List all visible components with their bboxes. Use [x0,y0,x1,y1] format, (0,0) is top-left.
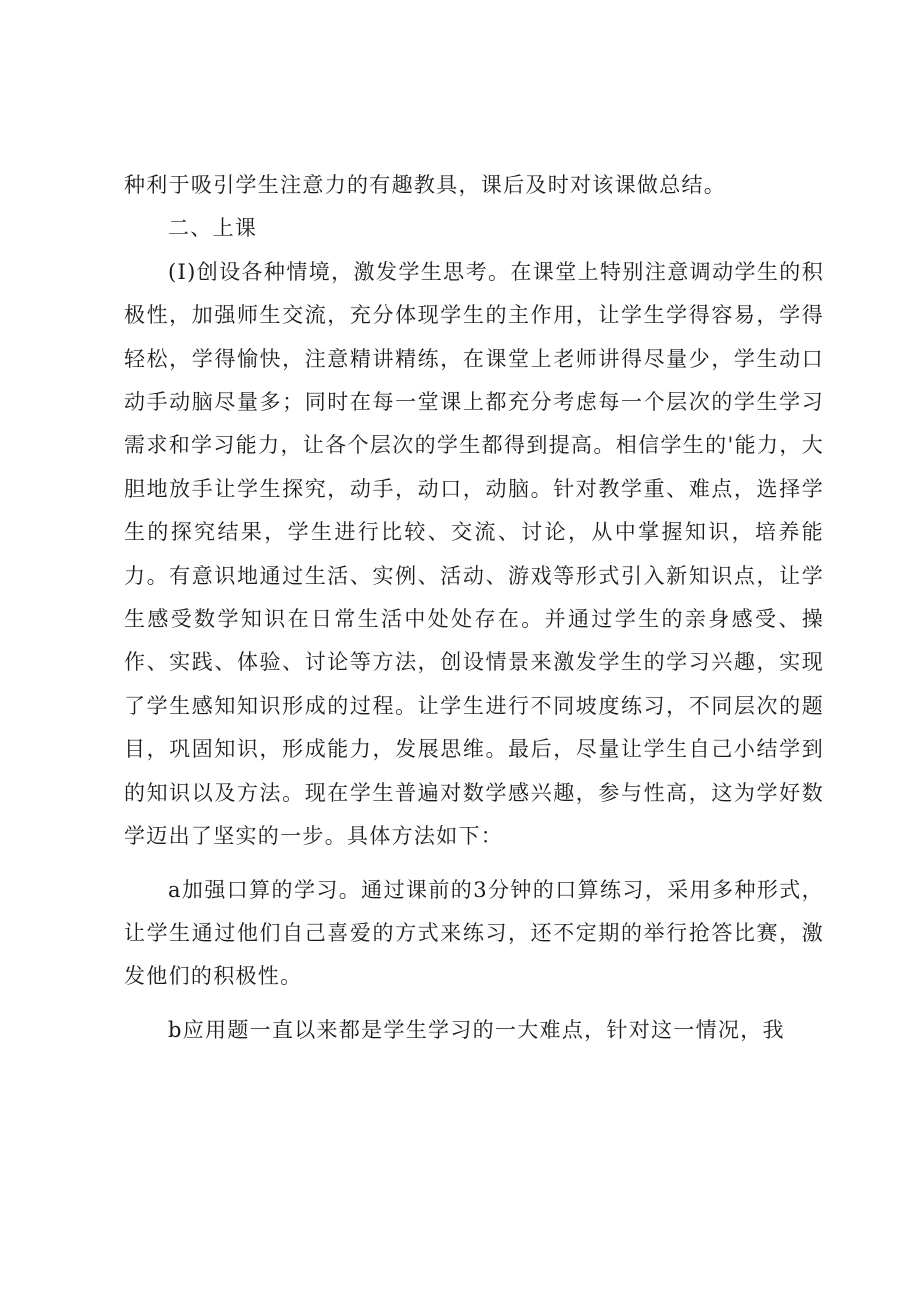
document-body [124,164,824,1052]
paragraph-continuation: 种利于吸引学生注意力的有趣教具，课后及时对该课做总结。 [124,173,727,197]
paragraph-item-a: a加强口算的学习。通过课前的3分钟的口算练习，采用多种形式，让学生通过他们自己喜爱的方式来练习，还不定期的举行抢答比赛，激发他们的积极性。 [124,877,824,989]
paragraph-main: (I)创设各种情境，激发学生思考。在课堂上特别注意调动学生的积极性，加强师生交流，充分体现学生的主作用，让学生学得容易，学得轻松，学得愉快，注意精讲精练，在课堂上老师讲得尽量少，学生动口动手动脑尽量多；同时在每一堂课上都充分考虑每一个层次的学生学习需求和学习能力，让各个层次的学生都得到提高。相信学生的'能力，大胆地放手让学生探究，动手，动口，动脑。针对教学重、难点，选择学生的探究结果，学生进行比较、交流、讨论，从中掌握知识，培养能力。有意识地通过生活、实例、活动、游戏等形式引入新知识点，让学生感受数学知识在日常生活中处处存在。并通过学生的亲身感受、操作、实践、体验、讨论等方法，创设情景来激发学生的学习兴趣，实现了学生感知知识形成的过程。让学生进行不同坡度练习，不同层次的题目，巩固知识，形成能力，发展思维。最后，尽量让学生自己小结学到的知识以及方法。现在学生普遍对数学感兴趣，参与性高，这为学好数学迈出了坚实的一步。具体方法如下： [124,259,824,849]
section-heading: 二、上课 [168,216,258,241]
paragraph-item-b: b应用题一直以来都是学生学习的一大难点，针对这一情况，我 [168,1017,785,1042]
